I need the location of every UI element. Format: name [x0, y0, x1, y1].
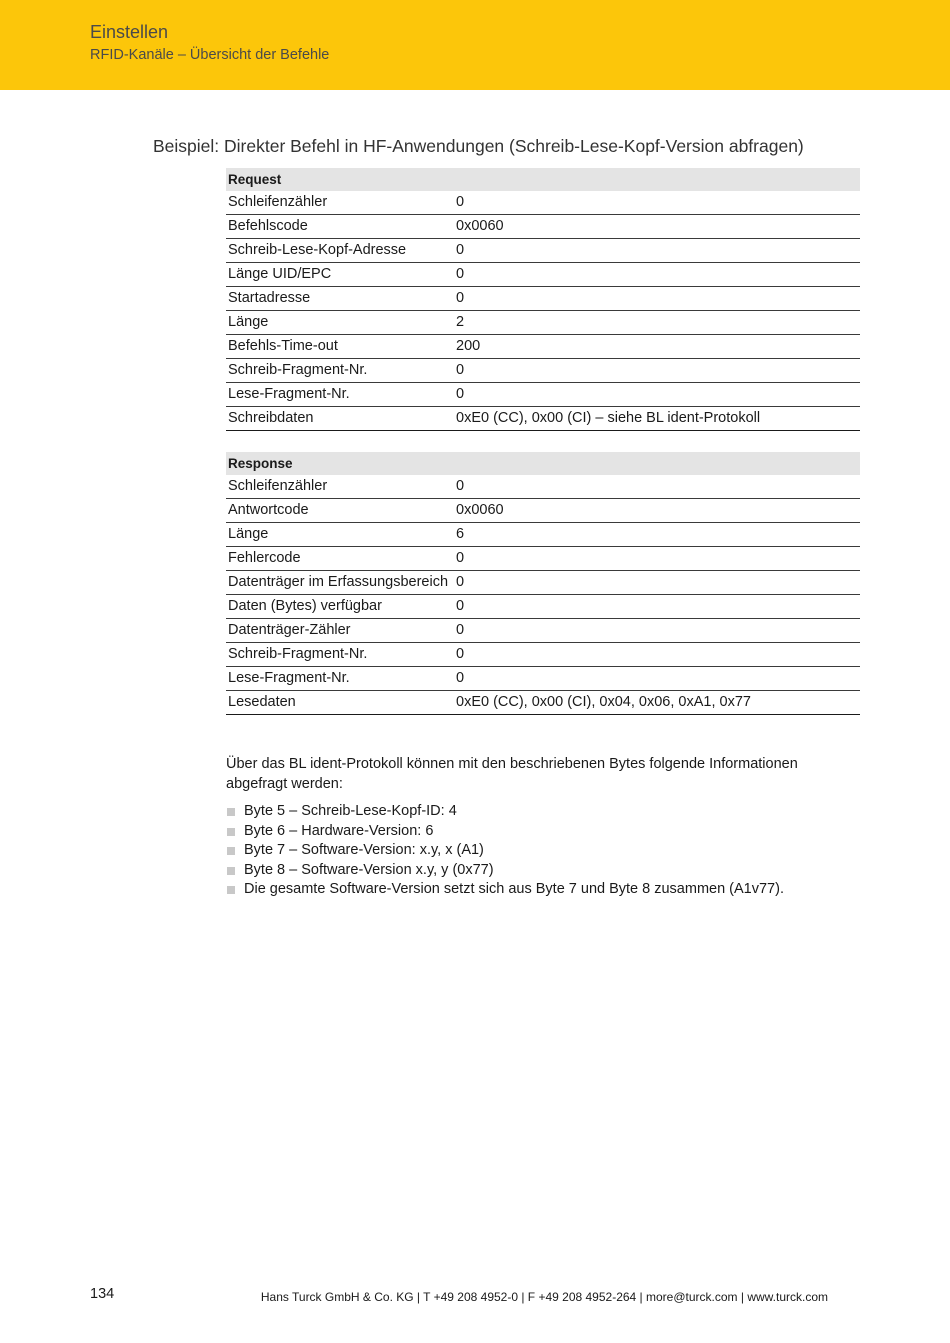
row-value: 0: [454, 287, 860, 311]
square-bullet-icon: [227, 828, 235, 836]
row-label: Lese-Fragment-Nr.: [226, 383, 454, 407]
row-value: 0: [454, 667, 860, 691]
row-label: Befehlscode: [226, 215, 454, 239]
row-value: 0xE0 (CC), 0x00 (CI) – siehe BL ident-Protokoll: [454, 407, 860, 431]
row-value: 0: [454, 191, 860, 215]
table-row: [226, 383, 860, 407]
table-row: [226, 643, 860, 667]
row-value: 0: [454, 263, 860, 287]
square-bullet-icon: [227, 847, 235, 855]
request-table-header: [226, 168, 860, 191]
section-heading: Beispiel: Direkter Befehl in HF-Anwendungen (Schreib-Lese-Kopf-Version abfragen): [153, 136, 804, 156]
table-row: [226, 475, 860, 499]
row-label: Schleifenzähler: [226, 191, 454, 215]
row-label: Datenträger im Erfassungsbereich: [226, 571, 454, 595]
row-label: Schreib-Fragment-Nr.: [226, 359, 454, 383]
table-row: [226, 667, 860, 691]
table-row: [226, 215, 860, 239]
list-item: [226, 822, 784, 842]
row-label: Schleifenzähler: [226, 475, 454, 499]
table-row: [226, 287, 860, 311]
row-value: 0: [454, 547, 860, 571]
row-value: 0: [454, 239, 860, 263]
row-value: 200: [454, 335, 860, 359]
row-value: 0: [454, 643, 860, 667]
table-row: [226, 523, 860, 547]
row-value: 0xE0 (CC), 0x00 (CI), 0x04, 0x06, 0xA1, 0x77: [454, 691, 860, 715]
row-label: Schreib-Lese-Kopf-Adresse: [226, 239, 454, 263]
row-label: Länge: [226, 311, 454, 335]
header-band: [0, 0, 950, 90]
row-label: Schreib-Fragment-Nr.: [226, 643, 454, 667]
row-value: 0: [454, 571, 860, 595]
info-paragraph: Über das BL ident-Protokoll können mit den beschriebenen Bytes folgende Informationen abgefragt werden:: [226, 756, 798, 792]
table-row: [226, 619, 860, 643]
table-row: [226, 547, 860, 571]
row-value: 0: [454, 595, 860, 619]
row-value: 0: [454, 383, 860, 407]
row-label: Datenträger-Zähler: [226, 619, 454, 643]
square-bullet-icon: [227, 886, 235, 894]
row-value: 0: [454, 619, 860, 643]
list-item: [226, 880, 784, 900]
square-bullet-icon: [227, 867, 235, 875]
list-item: [226, 861, 784, 881]
footer-contact: Hans Turck GmbH & Co. KG | T +49 208 4952-0 | F +49 208 4952-264 | more@turck.com | www.turck.com: [260, 1290, 828, 1304]
list-item-text: Byte 8 – Software-Version x.y, y (0x77): [244, 861, 494, 878]
list-item-text: Byte 7 – Software-Version: x.y, x (A1): [244, 842, 484, 859]
row-value: 0: [454, 359, 860, 383]
table-row: [226, 571, 860, 595]
row-label: Antwortcode: [226, 499, 454, 523]
row-label: Befehls-Time-out: [226, 335, 454, 359]
list-item-text: Die gesamte Software-Version setzt sich aus Byte 7 und Byte 8 zusammen (A1v77).: [244, 881, 784, 898]
response-table-title: Response: [226, 452, 860, 475]
table-row: [226, 359, 860, 383]
row-label: Schreibdaten: [226, 407, 454, 431]
list-item-text: Byte 5 – Schreib-Lese-Kopf-ID: 4: [244, 803, 457, 819]
table-row: [226, 407, 860, 431]
row-value: 0: [454, 475, 860, 499]
page-number: 134: [90, 1286, 115, 1302]
response-table: [226, 452, 860, 715]
chapter-subtitle: RFID-Kanäle – Übersicht der Befehle: [90, 47, 330, 63]
response-table-header: [226, 452, 860, 475]
table-row: [226, 263, 860, 287]
table-row: [226, 335, 860, 359]
table-row: [226, 191, 860, 215]
square-bullet-icon: [227, 808, 235, 816]
table-row: [226, 239, 860, 263]
row-value: 0x0060: [454, 215, 860, 239]
table-row: [226, 311, 860, 335]
list-item: [226, 802, 784, 822]
list-item-text: Byte 6 – Hardware-Version: 6: [244, 822, 434, 839]
table-row: [226, 595, 860, 619]
row-label: Lese-Fragment-Nr.: [226, 667, 454, 691]
row-label: Daten (Bytes) verfügbar: [226, 595, 454, 619]
request-table-title: Request: [226, 168, 860, 191]
table-row: [226, 499, 860, 523]
row-label: Länge UID/EPC: [226, 263, 454, 287]
chapter-title: Einstellen: [90, 22, 169, 42]
row-value: 2: [454, 311, 860, 335]
table-row: [226, 691, 860, 715]
request-table: [226, 168, 860, 431]
bullet-list: [226, 802, 784, 900]
row-label: Lesedaten: [226, 691, 454, 715]
list-item: [226, 841, 784, 861]
row-label: Startadresse: [226, 287, 454, 311]
row-value: 6: [454, 523, 860, 547]
row-label: Fehlercode: [226, 547, 454, 571]
row-label: Länge: [226, 523, 454, 547]
row-value: 0x0060: [454, 499, 860, 523]
